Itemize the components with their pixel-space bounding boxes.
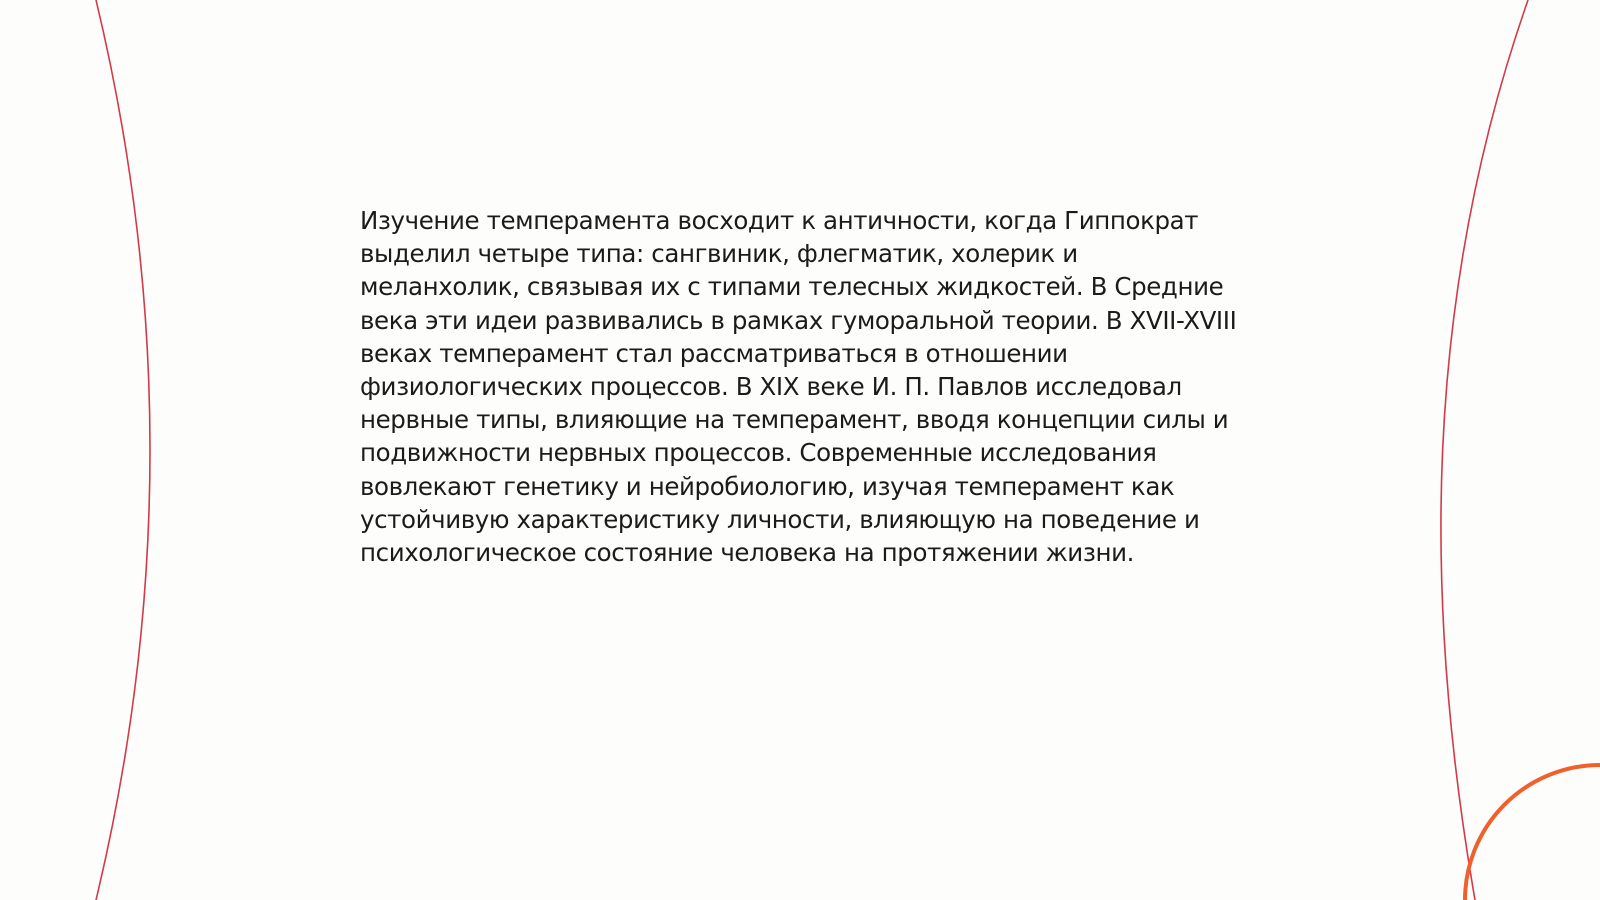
right-curve-line — [1441, 0, 1528, 900]
body-text: Изучение темперамента восходит к античности, когда Гиппократ выделил четыре типа: сангвиник, флегматик, холерик и меланхолик, связывая их с типами телесных жидкостей. В Средние века эти идеи развивались в рамках гуморальной теории. В XVII-XVIII веках темперамент стал рассматриваться в отношении физиологических процессов. В XIX веке И. П. Павлов исследовал нервные типы, влияющие на темперамент, вводя концепции силы и подвижности нервных процессов. Современные исследования вовлекают генетику и нейробиологию, изучая темперамент как устойчивую характеристику личности, влияющую на поведение и психологическое состояние человека на протяжении жизни. — [360, 206, 1237, 568]
left-curve-line — [96, 0, 150, 900]
orange-arc-circle — [1465, 765, 1600, 900]
